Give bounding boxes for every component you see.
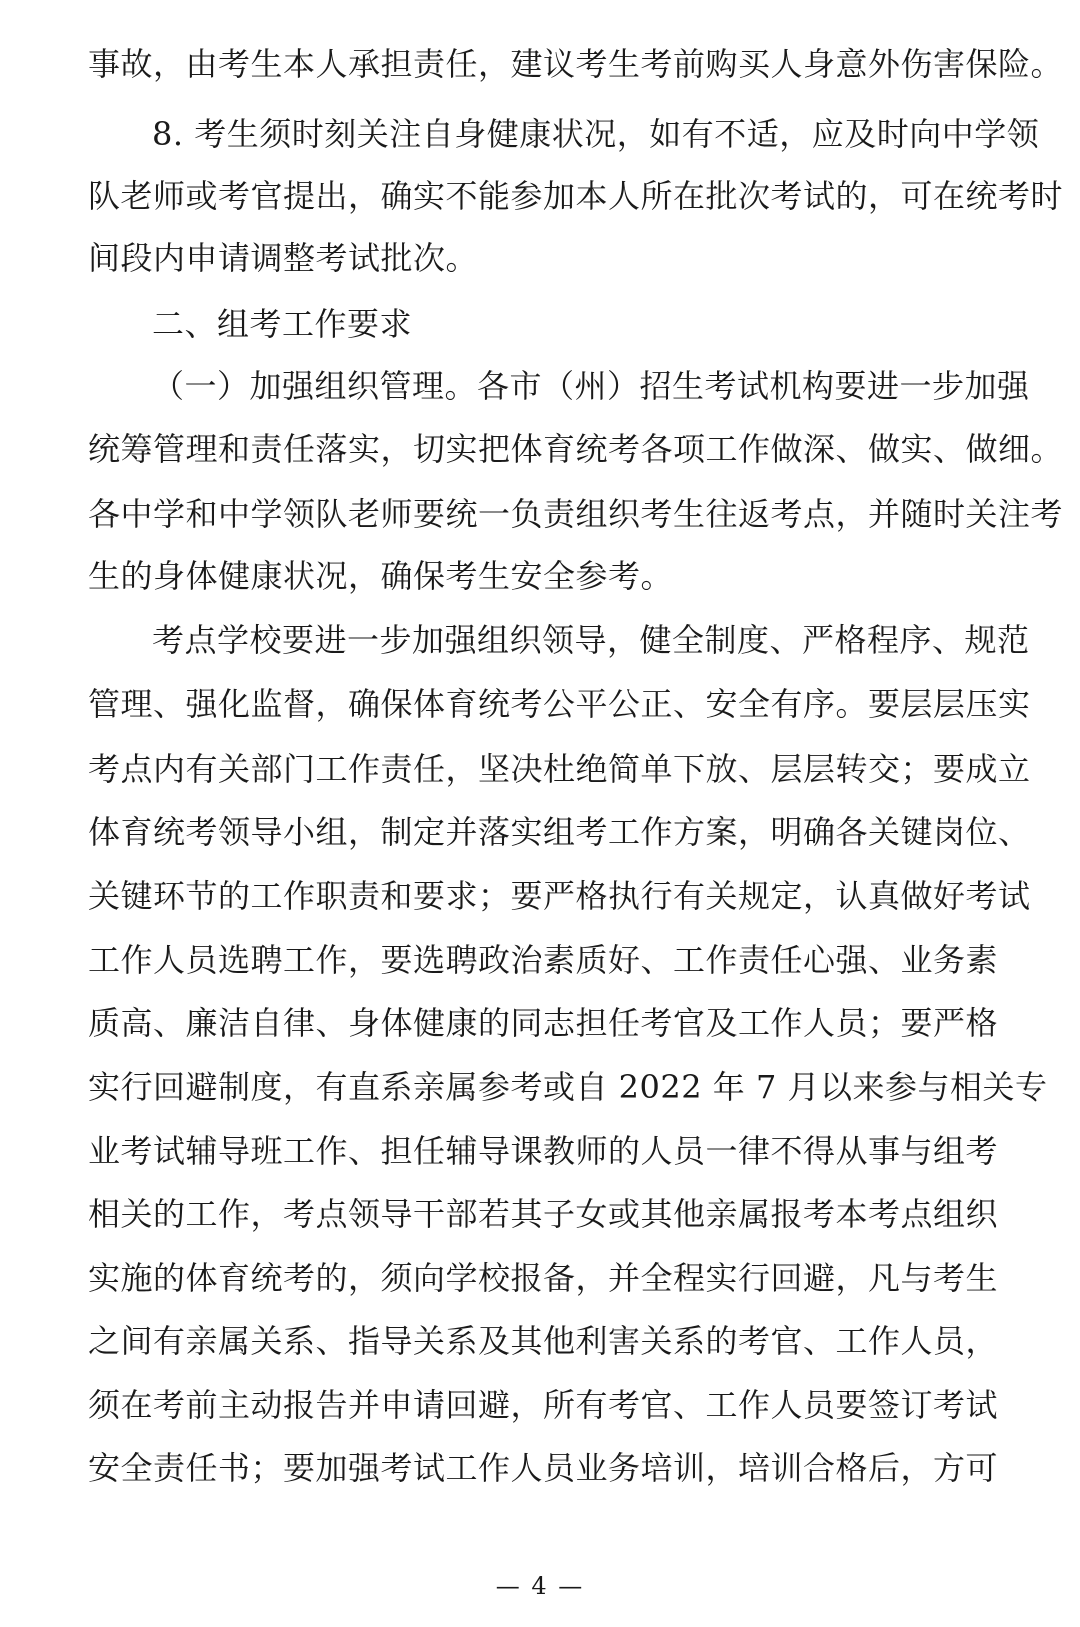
text-line-23: 安全责任书；要加强考试工作人员业务培训，培训合格后，方可 (88, 1449, 999, 1487)
text-line-14: 关键环节的工作职责和要求；要严格执行有关规定，认真做好考试 (88, 877, 1031, 915)
text-line-12: 考点内有关部门工作责任，坚决杜绝简单下放、层层转交；要成立 (88, 750, 1031, 788)
text-line-4: 间段内申请调整考试批次。 (88, 239, 479, 277)
text-line-10: 考点学校要进一步加强组织领导，健全制度、严格程序、规范 (152, 621, 1030, 659)
text-line-3: 队老师或考官提出，确实不能参加本人所在批次考试的，可在统考时 (88, 177, 1064, 215)
text-line-20: 实施的体育统考的，须向学校报备，并全程实行回避，凡与考生 (88, 1259, 999, 1297)
text-line-21: 之间有亲属关系、指导关系及其他利害关系的考官、工作人员， (88, 1322, 999, 1360)
text-line-6: （一）加强组织管理。各市（州）招生考试机构要进一步加强 (152, 367, 1030, 405)
text-line-15: 工作人员选聘工作，要选聘政治素质好、工作责任心强、业务素 (88, 941, 999, 979)
text-line-13: 体育统考领导小组，制定并落实组考工作方案，明确各关键岗位、 (88, 813, 1031, 851)
text-line-9: 生的身体健康状况，确保考生安全参考。 (88, 557, 674, 595)
text-line-8: 各中学和中学领队老师要统一负责组织考生往返考点，并随时关注考 (88, 495, 1064, 533)
text-line-16: 质高、廉洁自律、身体健康的同志担任考官及工作人员；要严格 (88, 1004, 999, 1042)
text-line-22: 须在考前主动报告并申请回避，所有考官、工作人员要签订考试 (88, 1386, 999, 1424)
text-line-11: 管理、强化监督，确保体育统考公平公正、安全有序。要层层压实 (88, 685, 1031, 723)
text-line-7: 统筹管理和责任落实，切实把体育统考各项工作做深、做实、做细。 (88, 430, 1064, 468)
page-number: — 4 — (495, 1572, 585, 1600)
text-line-1: 事故，由考生本人承担责任，建议考生考前购买人身意外伤害保险。 (88, 45, 1064, 83)
text-line-19: 相关的工作，考点领导干部若其子女或其他亲属报考本考点组织 (88, 1195, 999, 1233)
text-line-17: 实行回避制度，有直系亲属参考或自 2022 年 7 月以来参与相关专 (88, 1068, 1048, 1106)
text-line-2: 8. 考生须时刻关注自身健康状况，如有不适，应及时向中学领 (152, 115, 1040, 153)
section-heading: 二、组考工作要求 (152, 305, 413, 343)
text-line-18: 业考试辅导班工作、担任辅导课教师的人员一律不得从事与组考 (88, 1132, 999, 1170)
